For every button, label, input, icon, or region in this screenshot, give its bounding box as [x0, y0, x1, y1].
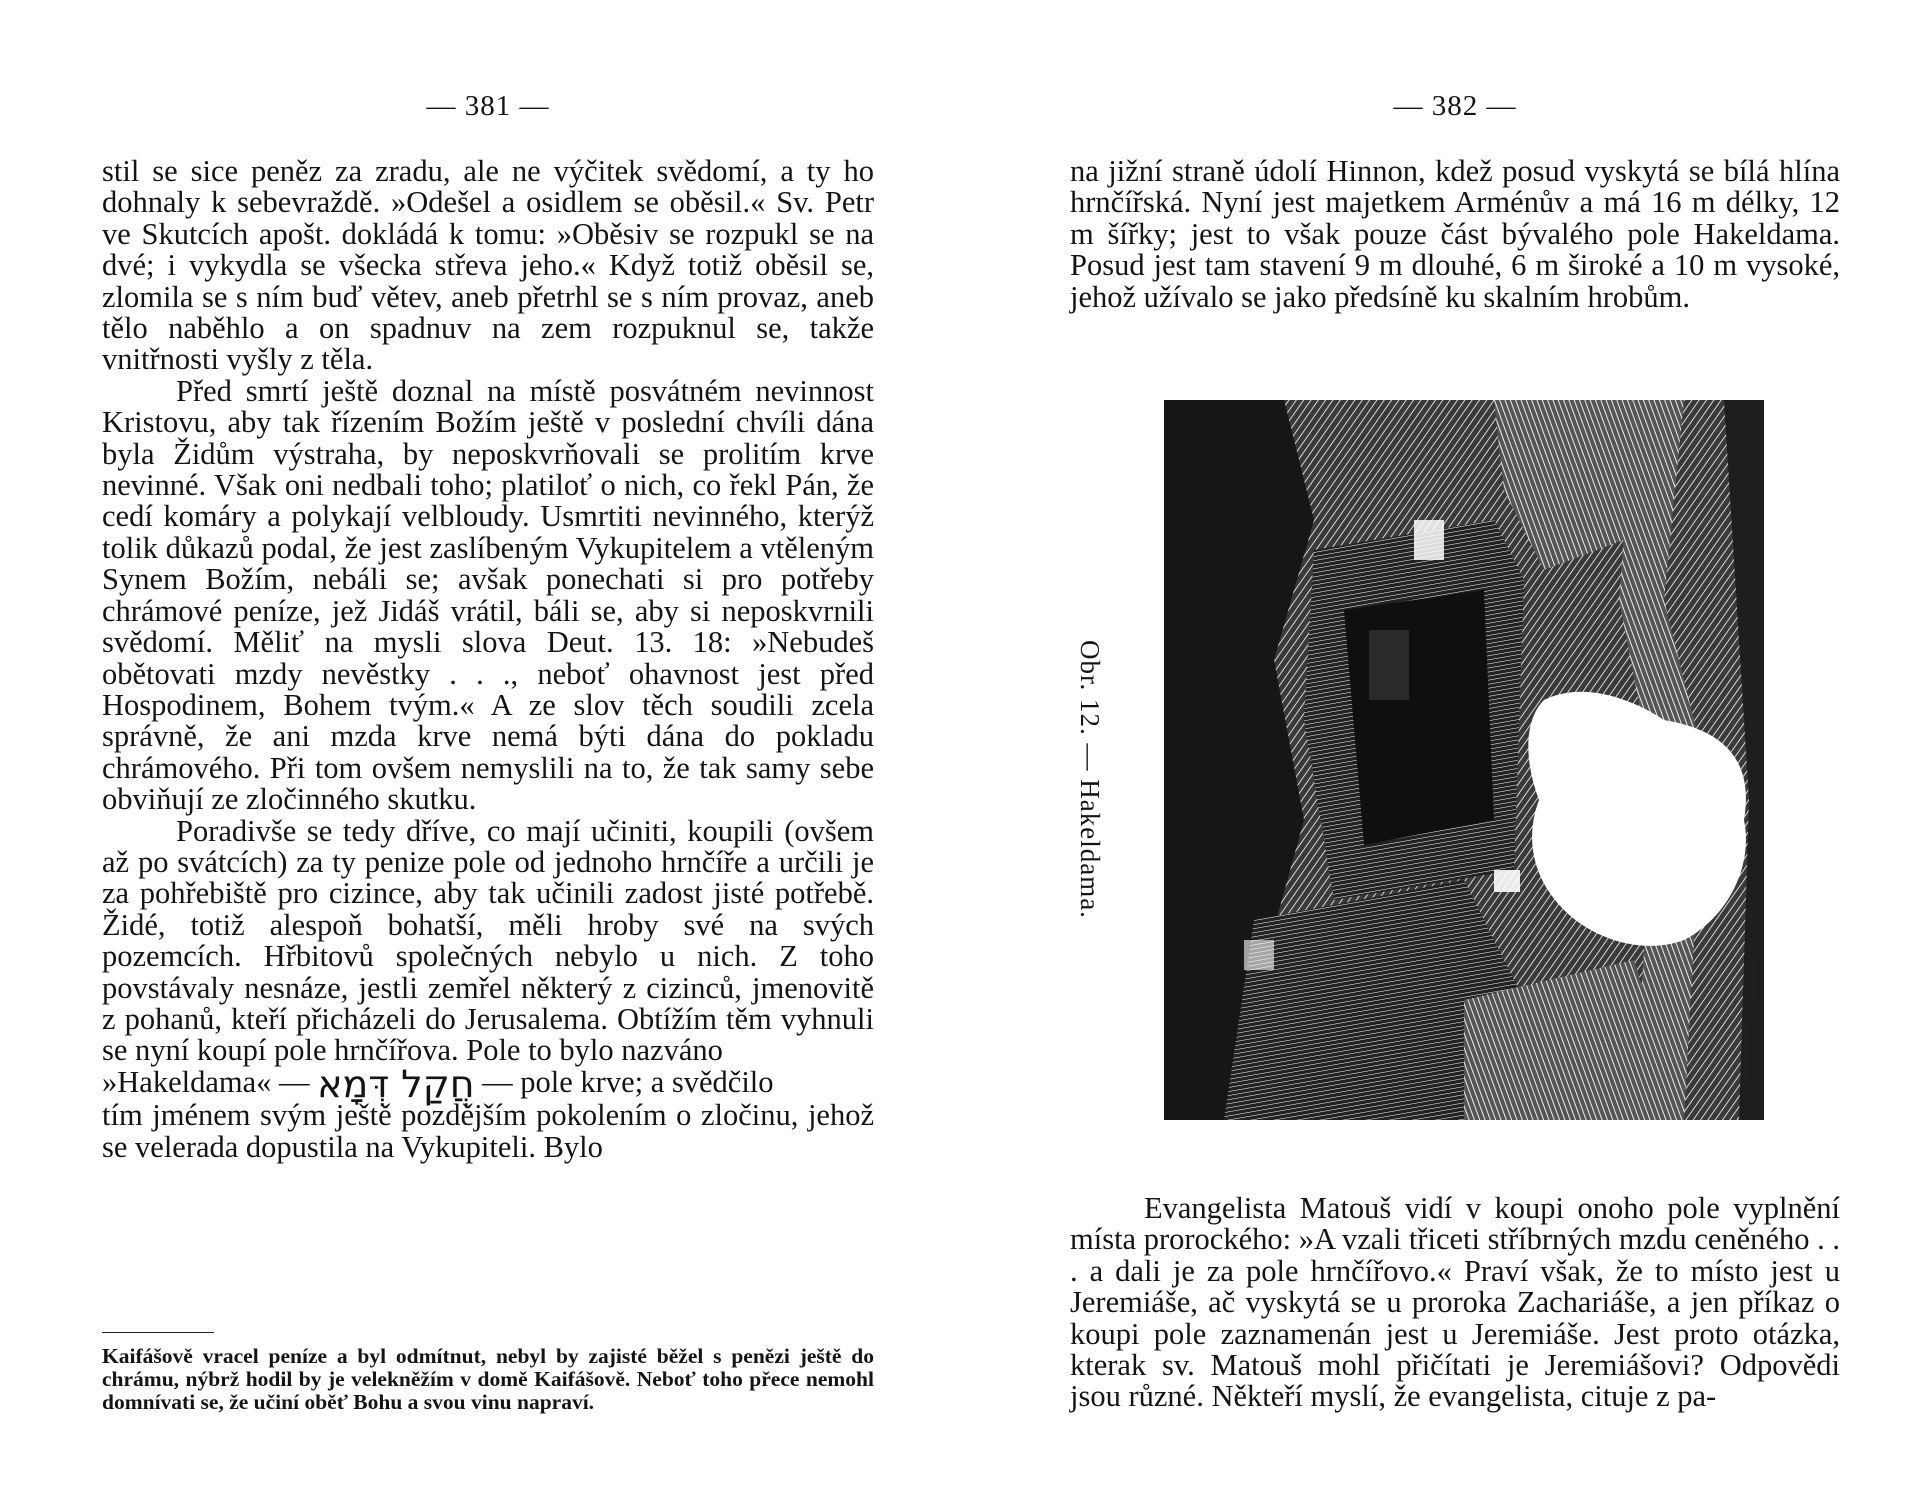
left-paragraph-1: stil se sice peněz za zradu, ale ne výčitek svědomí, a ty ho dohnaly k sebevraždě. »Odešel a osidlem se oběsil.« Sv. Petr ve Skutcích apošt. dokládá k tomu: »Oběsiv se rozpukl se na dvé; i vykydla se všecka střeva jeho.« Když totiž oběsil se, zlomila se s ním buď větev, aneb přetrhl se s ním provaz, aneb tělo naběhlo a on spadnuv na zem rozpuknul se, takže vnitřnosti vyšly z těla. — [102, 154, 874, 377]
footnote: Kaifášově vracel peníze a byl odmítnut, nebyl by zajisté běžel s penězi ještě do chrámu, nýbrž hodil by je velekněžím v domě Kaifášově. Neboť toho přece nemohl domnívati se, že učiní oběť Bohu a svou vinu napraví. — [102, 1344, 874, 1414]
left-closing-text: tím jménem svým ještě pozdějším pokolením o zločinu, jehož se velerada dopustila na Vykupiteli. Bylo — [102, 1098, 874, 1164]
hebrew-line-before: »Hakeldama« — — [102, 1064, 310, 1099]
hebrew-line — [102, 1062, 874, 1107]
figure-caption — [1070, 640, 1110, 920]
footnote-rule — [102, 1332, 214, 1333]
right-page-number: — 382 — — [1393, 90, 1517, 122]
hakeldama-engraving — [1164, 400, 1764, 1120]
right-paragraph-top: na jižní straně údolí Hinnon, kdež posud vyskytá se bílá hlína hrnčířská. Nyní jest majetkem Arménův a má 16 m délky, 12 m šířky; jest to však pouze část bývalého pole Hakeldama. Posud jest tam stavení 9 m dlouhé, 6 m široké a 10 m vysoké, jehož užívalo se jako předsíně ku skalním hrobům. — [1070, 154, 1840, 314]
hebrew-word: חֲקַל דְּמָא — [317, 1062, 475, 1107]
left-paragraph-2: Před smrtí ještě doznal na místě posvátném nevinnost Kristovu, aby tak řízením Božím ještě v poslední chvíli dána byla Židům výstraha, by neposkvrňovali se prolitím krve nevinné. Však oni nedbali toho; platiloť o nich, co řekl Pán, že cedí komáry a polykají velbloudy. Usmrtiti nevinného, kterýž tolik důkazů podal, že jest zaslíbeným Vykupitelem a vtěleným Synem Božím, nebáli se; avšak ponechati si pro potřeby chrámové peníze, jež Jidáš vrátil, báli se, aby si neposkvrnili svědomí. Měliť na mysli slova Deut. 13. 18: »Nebudeš obětovati mzdy nevěstky . . ., neboť ohavnost jest před Hospodinem, Bohem tvým.« A ze slov těch soudili zcela správně, že ani mzda krve nemá býti dána do pokladu chrámového. Při tom ovšem nemyslili na to, že tak samy sebe obviňují ze zločinného skutku. — [102, 373, 874, 817]
hebrew-line-after: — pole krve; a svědčilo — [482, 1064, 774, 1099]
left-page-number: — 381 — — [426, 90, 550, 122]
right-paragraph-bottom: Evangelista Matouš vidí v koupi onoho pole vyplnění místa prorockého: »A vzali třiceti stříbrných mzdu ceněného . . . a dali je za pole hrnčířovo.« Praví však, že to místo jest u Jeremiáše, ač vyskytá se u proroka Zachariáše, a jen příkaz o koupi pole zaznamenán jest u Jeremiáše. Jest proto otázka, kterak sv. Matouš mohl přičítati je Jeremiášovi? Odpovědi jsou různé. Někteří myslí, že evangelista, cituje z pa- — [1070, 1191, 1840, 1414]
left-body-text — [102, 156, 874, 1163]
right-top-text — [1070, 156, 1840, 313]
right-bottom-text — [1070, 1193, 1840, 1413]
figure-caption-text: Obr. 12. — Hakeldama. — [1075, 640, 1105, 919]
left-paragraph-3: Poradivše se tedy dříve, co mají učiniti, koupili (ovšem až po svátcích) za ty penize pole od jednoho hrnčíře a určili je za pohřebiště pro cizince, aby tak učinili zadost jisté potřebě. Židé, totiž alespoň bohatší, měli hroby své na svých pozemcích. Hřbitovů společných nebylo u nich. Z toho povstávaly nesnáze, jestli zemřel některý z cizinců, jmenovitě z pohanů, kteří přicházeli do Jerusalema. Obtížím těm vyhnuli se nyní koupí pole hrnčířova. Pole to bylo nazváno — [102, 813, 874, 1068]
